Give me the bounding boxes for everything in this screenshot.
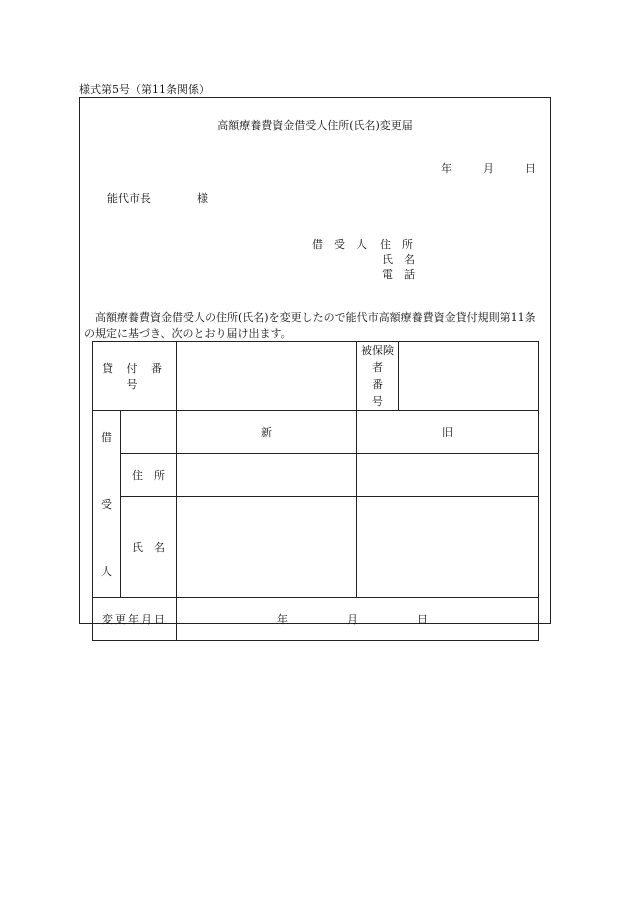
new-name-field[interactable] xyxy=(177,497,357,598)
column-new-header: 新 xyxy=(177,411,357,454)
date-day: 日 xyxy=(525,162,536,175)
old-name-field[interactable] xyxy=(357,497,539,598)
notification-text: 高額療養費資金借受人の住所(氏名)を変更したので能代市高額療養費資金貸付規則第11条の規定に基づき、次のとおり届け出ます。 xyxy=(84,311,536,340)
insured-number-field[interactable] xyxy=(399,342,539,411)
applicant-address-row xyxy=(312,236,413,252)
addressee-honorific: 様 xyxy=(197,192,208,205)
applicant-name-label: 氏 名 xyxy=(382,253,415,266)
form-title: 高額療養費資金借受人住所(氏名)変更届 xyxy=(217,119,413,132)
insured-number-label: 被保険者 番 号 xyxy=(357,342,399,411)
applicant-address-label: 住 所 xyxy=(380,238,413,251)
change-date-field[interactable] xyxy=(177,598,539,641)
addressee-name: 能代市長 xyxy=(107,192,151,205)
change-date-day: 日 xyxy=(417,613,428,626)
change-date-month: 月 xyxy=(347,613,358,626)
header-blank xyxy=(121,411,177,454)
loan-number-field[interactable] xyxy=(177,342,357,411)
change-date-label: 変更年月日 xyxy=(93,598,177,641)
addressee xyxy=(107,190,208,206)
applicant-phone-label: 電 話 xyxy=(382,268,415,281)
column-old-header: 旧 xyxy=(357,411,539,454)
borrower-label: 借 受 人 xyxy=(93,411,121,598)
form-number: 様式第5号（第11条関係） xyxy=(79,83,210,96)
name-row-label: 氏 名 xyxy=(121,497,177,598)
applicant-label: 借 受 人 xyxy=(312,238,367,251)
change-table xyxy=(92,341,539,641)
address-row-label: 住 所 xyxy=(121,454,177,497)
date-month: 月 xyxy=(483,162,494,175)
change-date-year: 年 xyxy=(277,613,288,626)
date-year: 年 xyxy=(441,162,452,175)
new-address-field[interactable] xyxy=(177,454,357,497)
submission-date xyxy=(441,160,536,176)
loan-number-label: 貸 付 番 号 xyxy=(93,342,177,411)
old-address-field[interactable] xyxy=(357,454,539,497)
